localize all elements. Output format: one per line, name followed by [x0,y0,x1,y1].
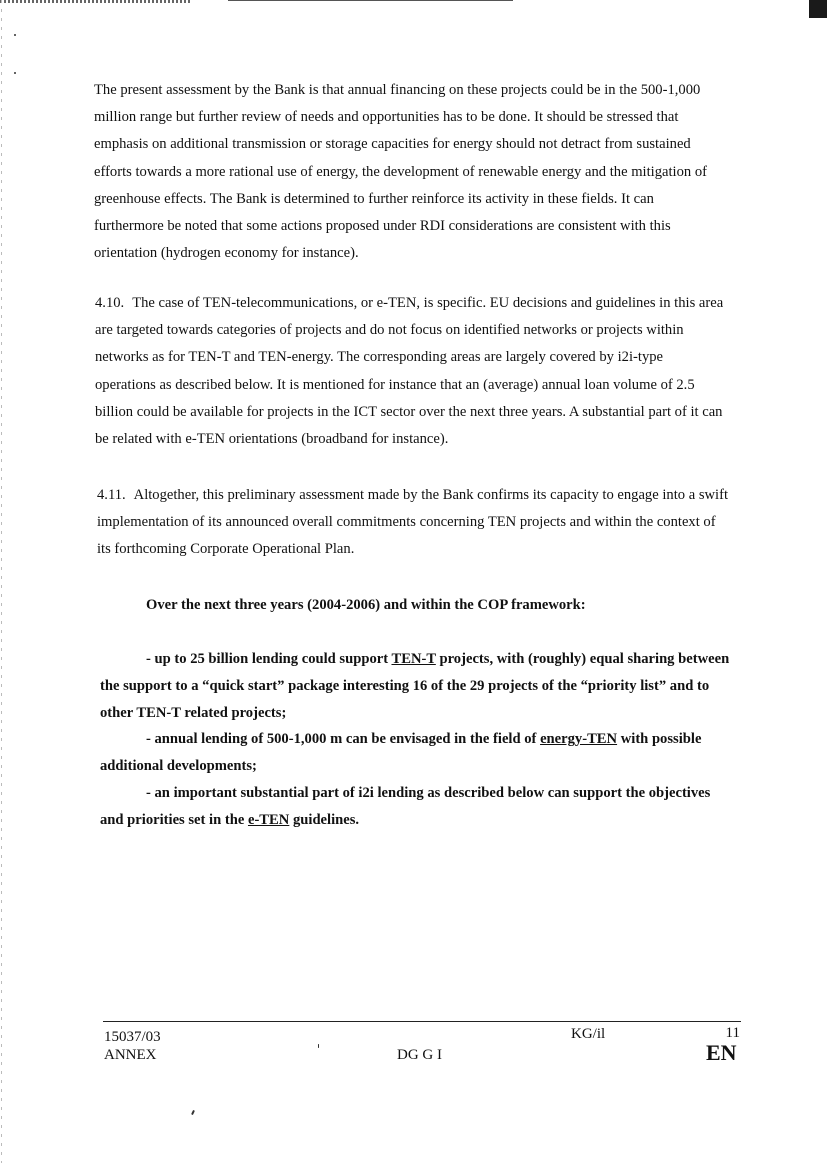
bullet-text: - up to 25 billion lending could support [146,651,392,667]
scan-speck [14,34,16,36]
footer-language: EN [706,1040,737,1065]
bullet-text: projects, with (roughly) equal sharing between the support to a “quick start” package interesting 16 of the 29 projects of the “priority list” and to other TEN-T related projects; [100,651,730,721]
scan-artifact-left-edge [1,0,2,1163]
paragraph-financing-assessment: The present assessment by the Bank is that annual financing on these projects could be in the 500-1,000 million range but further review of needs and opportunities has to be done. It should be stressed that emphasis on additional transmission or storage capacities for energy should not detract from sustained efforts towards a more rational use of energy, the development of renewable energy and the mitigation of greenhouse effects. The Bank is determined to further reinforce its activity in these fields. It can furthermore be noted that some actions proposed under RDI considerations are consistent with this orientation (hydrogen economy for instance). [94,82,708,262]
footer-page-number: 11 [725,1025,740,1041]
scan-speck [14,72,16,74]
paragraph-text: Altogether, this preliminary assessment made by the Bank confirms its capacity to engage into a swift implementation of its announced overall commitments concerning TEN projects and within the context of its forthcoming Corporate Operational Plan. [97,487,729,558]
ten-t-term: TEN-T [391,651,436,667]
e-ten-term: e-TEN [247,812,290,828]
scan-artifact-corner [809,0,827,18]
scan-artifact-top-left [0,0,190,3]
summary-bullet-e-ten [100,780,730,834]
footer-initials: KG/il [571,1026,606,1042]
bullet-text: guidelines. [289,812,360,828]
summary-bullet-energy-ten [100,726,730,780]
bullet-text: - annual lending of 500-1,000 m can be envisaged in the field of [146,731,541,747]
footer-rule [103,1021,741,1022]
paragraph-text: The case of TEN-telecommunications, or e-TEN, is specific. EU decisions and guidelines in this area are targeted towards categories of projects and do not focus on identified networks or projects within networks as for TEN-T and TEN-energy. The corresponding areas are largely covered by i2i-type operations as described below. It is mentioned for instance that an (average) annual loan volume of 2.5 billion could be available for projects in the ICT sector over the next three years. A substantial part of it can be related with e-TEN orientations (broadband for instance). [95,295,724,448]
footer-dg: DG G I [397,1047,442,1063]
paragraph-4-10 [95,290,727,453]
scan-speck [191,1110,195,1115]
summary-bullet-ten-t [100,646,730,727]
bullet-text: with possible additional developments; [100,731,702,774]
summary-heading: Over the next three years (2004-2006) and within the COP framework: [146,597,586,613]
paragraph-number: 4.11. [97,487,126,503]
scan-artifact-top-line [228,0,513,1]
energy-ten-term: energy-TEN [540,731,618,747]
footer-doc-number: 15037/03 [104,1029,161,1045]
scan-speck [318,1044,319,1048]
bullet-text: - an important substantial part of i2i lending as described below can support the objectives and priorities set in the [100,785,711,828]
paragraph-4-11 [97,482,729,564]
footer-annex: ANNEX [104,1047,157,1063]
paragraph-number: 4.10. [95,295,125,311]
